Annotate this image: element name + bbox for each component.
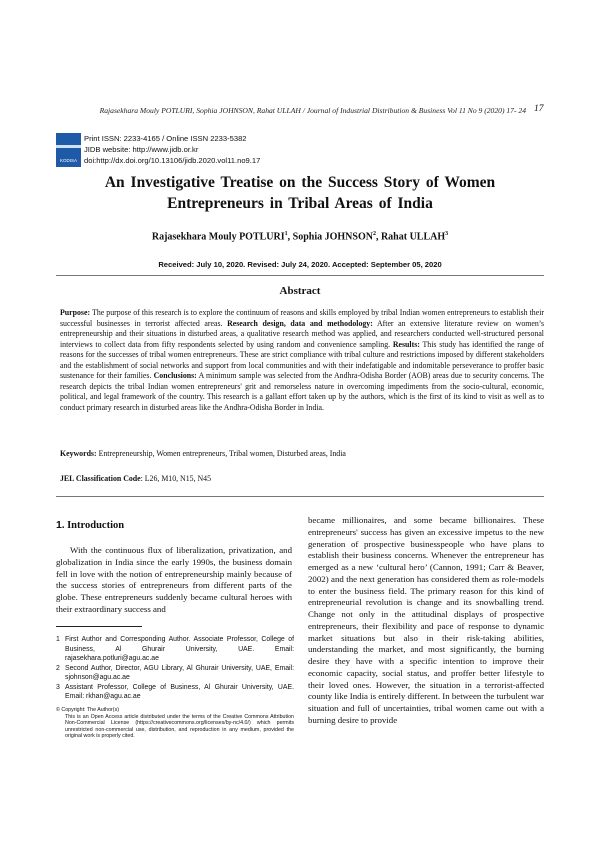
footnote-item <box>56 635 294 664</box>
journal-logo <box>56 133 81 167</box>
license-text: This is an Open Access article distributed under the terms of the Creative Commons Attribution Non-Commercial License (https://creativecommons.org/licenses/by-nc/4.0/) which permits unrestricted non-commercial use, distribution, and reproduction in any medium, provided the original work is properly cited. <box>65 713 294 740</box>
footnote-number: 3 <box>56 683 60 691</box>
journal-logo-text: KODISA <box>59 158 77 163</box>
issn-line: Print ISSN: 2233-4165 / Online ISSN 2233-5382 <box>84 134 247 143</box>
conclusions-text: A minimum sample was selected from the Andhra-Odisha Border (AOB) areas due to security concerns. The research depicts the tribal Indian women entrepreneurs' grit and remorseless nature in overcoming impediments from the socio-cultural, economic, political, and legal framework of the country. This research is a gallant effort taken up by the authors, which is the first of its kind to visit as well as to conduct primary research in disturbed areas like the Andhra-Odisha Border in India. <box>60 371 544 412</box>
copyright-notice <box>56 707 294 740</box>
results-text: This study has identified the range of reasons for the successes of tribal women entrepreneurs. These are strict compliance with tribal culture and restrictions imposed by different stakeholders and the establishment of social networks and support from local communities and with their indefatigable and indomitable perseverance to proffer basic sustenance for their families. <box>60 339 545 381</box>
footnote-number: 2 <box>56 664 60 672</box>
footnote-text: First Author and Corresponding Author. Associate Professor, College of Business, Al Ghurair University, UAE. Email: rajasekhara.potluri@agu.ac.ae <box>65 636 294 662</box>
keywords-label: Keywords: <box>60 449 97 458</box>
page-number: 17 <box>534 104 544 114</box>
footnote-rule <box>56 626 142 627</box>
section-heading-introduction <box>56 519 124 531</box>
author-list <box>60 231 540 242</box>
jel-codes <box>60 474 544 483</box>
intro-paragraph-right: became millionaires, and some became billionaires. These entrepreneurs' success has given an excessive impetus to the new generation of prospective businesspeople who have plans to establish their business concerns. Whenever the entrepreneur has emerged as a new ‘cultural hero’ (Cannon, 1991; Carr & Beaver, 2002) and the next generation has considered them as role-models to enter the business field. The primary reason for this kind of entrepreneurial revolution is change and its snowballing trend. Change not only in the attitudinal displays of prospective entrepreneurs, their flexibility and pace of response to dynamic market situations but also in their risk-taking abilities, understanding the market, and most significantly, the burning desire they have with a specific intention to improve their economic capacity, social status, and proffer better lifestyle to their loved ones. However, the situation in a terrorist-affected county like India is entirely different. In between the turbulent war situation and full of uncertainties, tribal women came out with a burning desire to provide <box>308 515 544 725</box>
running-head: Rajasekhara Mouly POTLURI, Sophia JOHNSON, Rahat ULLAH / Journal of Industrial Distribution & Business Vol 11 No 9 (2020) 17- 24 <box>99 106 526 115</box>
doi-line[interactable]: doi:http://dx.doi.org/10.13106/jidb.2020.vol11.no9.17 <box>84 156 261 165</box>
abstract-body <box>60 308 544 413</box>
footnotes <box>56 635 294 702</box>
journal-meta <box>84 133 260 166</box>
keywords <box>60 449 544 458</box>
author-name: Sophia JOHNSON <box>292 231 373 243</box>
author-name: Rajasekhara Mouly POTLURI <box>151 231 285 243</box>
design-label: Research design, data and methodology: <box>227 318 373 328</box>
title-line-1: An Investigative Treatise on the Success Story of Women <box>104 174 496 191</box>
article-title <box>60 172 540 214</box>
website-line[interactable]: JIDB website: http://www.jidb.or.kr <box>84 145 199 154</box>
author-affil: 1 <box>284 231 288 237</box>
author-affil: 2 <box>372 231 376 237</box>
author-sep: , <box>375 231 381 243</box>
footnote-item <box>56 683 294 702</box>
section-number: 1 <box>56 519 62 531</box>
footnote-item <box>56 664 294 683</box>
purpose-label: Purpose: <box>60 308 91 317</box>
design-text: After an extensive literature review on women’s entrepreneurship and their situations in disturbed areas, a qualitative research method was applied, and researchers conducted well-structured personal interviews to collect data from fifty respondents selected by using random and convenience sampling. <box>60 318 544 349</box>
divider-top <box>56 275 544 276</box>
results-label: Results: <box>392 339 420 349</box>
footnote-text: Assistant Professor, College of Business, Al Ghurair University, UAE. Email: rkhan@agu.ac.ae <box>65 683 294 700</box>
footnote-text: Second Author, Director, AGU Library, Al Ghurair University, UAE, Email: sjohnson@agu.ac.ae <box>65 664 294 681</box>
footnote-number: 1 <box>56 636 60 643</box>
section-title-text: . Introduction <box>61 520 125 531</box>
abstract-heading: Abstract <box>279 285 321 297</box>
jel-text: : L26, M10, N15, N45 <box>140 474 212 483</box>
author-name: Rahat ULLAH <box>380 231 446 243</box>
intro-paragraph-left: With the continuous flux of liberalization, privatization, and globalization in India since the early 1990s, the business domain fell in love with the notion of entrepreneurship mainly because of the success stories of entrepreneurs from different parts of the globe. These entrepreneurs suddenly became cultural heroes with their extraordinary success and <box>56 545 292 614</box>
conclusions-label: Conclusions: <box>153 371 197 381</box>
divider-bottom <box>56 496 544 497</box>
keywords-text: Entrepreneurship, Women entrepreneurs, Tribal women, Disturbed areas, India <box>96 449 346 458</box>
received-dates: Received: July 10, 2020. Revised: July 24, 2020. Accepted: September 05, 2020 <box>158 260 442 269</box>
author-sep: , <box>287 231 293 243</box>
jel-label: JEL Classification Code <box>60 474 141 483</box>
copyright-line: © Copyright: The Author(s) <box>56 707 119 713</box>
purpose-text: The purpose of this research is to explore the continuum of reasons and skills employed by tribal Indian women entrepreneurs to establish their successful businesses in terrorist affected areas. <box>60 308 544 328</box>
author-affil: 3 <box>445 231 449 237</box>
title-line-2: Entrepreneurs in Tribal Areas of India <box>167 195 433 212</box>
